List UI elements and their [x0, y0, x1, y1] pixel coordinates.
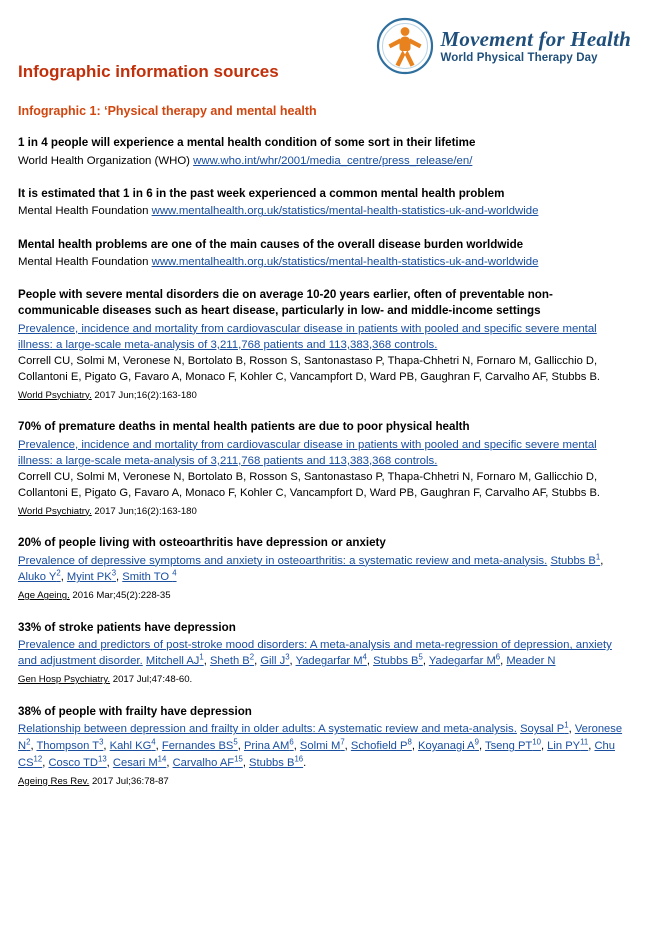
- journal-name: World Psychiatry.: [18, 389, 92, 401]
- source-entry: [18, 186, 627, 220]
- logo: [375, 16, 631, 76]
- journal-detail: 2017 Jul;36:78-87: [89, 775, 169, 787]
- source-entry: [18, 620, 627, 687]
- claim-text: People with severe mental disorders die on average 10-20 years earlier, often of preventable non-communicable diseases such as heart disease, particularly in low- and middle-income settings: [18, 288, 553, 318]
- source-entry: [18, 419, 627, 518]
- source-entry: [18, 237, 627, 271]
- claim-text: 20% of people living with osteoarthritis have depression or anxiety: [18, 535, 386, 549]
- journal-name: Ageing Res Rev.: [18, 775, 90, 787]
- claim-text: 38% of people with frailty have depression: [18, 704, 252, 718]
- section-title: Infographic 1: ‘Physical therapy and mental health: [18, 104, 317, 118]
- citation-link[interactable]: Prevalence, incidence and mortality from cardiovascular disease in patients with pooled and specific severe mental illness: a large-scale meta-analysis of 3,211,768 patients and 113,383,368 controls.: [18, 322, 597, 351]
- claim-text: Mental health problems are one of the main causes of the overall disease burden worldwide: [18, 237, 524, 251]
- source-entry: [18, 535, 627, 603]
- source-line: [18, 254, 627, 270]
- source-entry: [18, 287, 627, 402]
- citation-authors[interactable]: Stubbs $B^1$, Aluko $Y^2$, Myint $PK^3$, Smith TO $^4$: [18, 551, 604, 584]
- source-prefix: World Health Organization (WHO): [18, 154, 194, 167]
- citation-journal: [18, 505, 627, 518]
- source-line: [18, 203, 627, 219]
- claim-text: 33% of stroke patients have depression: [18, 620, 236, 634]
- claim-text: 70% of premature deaths in mental health patients are due to poor physical health: [18, 420, 470, 434]
- journal-detail: 2017 Jul;47:48-60.: [110, 674, 193, 686]
- journal-detail: 2017 Jun;16(2):163-180: [91, 505, 197, 517]
- journal-name: World Psychiatry.: [18, 505, 92, 517]
- source-link[interactable]: www.who.int/whr/2001/media_centre/press_release/en/: [193, 154, 473, 167]
- citation-link-line: [18, 321, 627, 353]
- journal-detail: 2017 Jun;16(2):163-180: [91, 389, 197, 401]
- citation-journal: [18, 673, 627, 686]
- citation-line: [18, 637, 627, 670]
- page-title: Infographic information sources: [18, 62, 279, 81]
- citation-authors[interactable]: Mitchell $AJ^1$, Sheth $B^2$, Gill $J^3$, Yadegarfar $M^4$, Stubbs $B^5$, Yadegarfar $M^6$, Meader N: [145, 652, 556, 668]
- person-in-circle-icon: [375, 16, 435, 76]
- citation-link[interactable]: Prevalence and predictors of post-stroke mood disorders: A meta-analysis and meta-regression of depression, anxiety and adjustment disorder.: [18, 639, 612, 668]
- source-line: [18, 153, 627, 169]
- citation-authors[interactable]: Soysal $P^1$, Veronese $N^2$, Thompson $T^3$, Kahl $KG^4$, Fernandes $BS^5$, Prina $AM^6$, Solmi $M^7$, Schofield $P^8$, Koyanagi $A^9$, Tseng PT$^{10}$, Lin PY$^{11}$, Chu CS$^{12}$, Cosco TD$^{13}$, Cesari $M^{14}$, Carvalho AF$^{15}$, Stubbs $B^{16}$.: [18, 720, 623, 769]
- source-entry: [18, 135, 627, 169]
- citation-link-line: [18, 437, 627, 469]
- citation-link[interactable]: Prevalence of depressive symptoms and anxiety in osteoarthritis: a systematic review and meta-analysis.: [18, 554, 548, 567]
- citation-link[interactable]: Prevalence, incidence and mortality from cardiovascular disease in patients with pooled and specific severe mental illness: a large-scale meta-analysis of 3,211,768 patients and 113,383,368 controls.: [18, 438, 597, 467]
- source-link[interactable]: www.mentalhealth.org.uk/statistics/mental-health-statistics-uk-and-worldwide: [151, 256, 539, 269]
- citation-journal: [18, 389, 627, 402]
- claim-text: 1 in 4 people will experience a mental health condition of some sort in their lifetime: [18, 136, 476, 149]
- citation-link[interactable]: Relationship between depression and frailty in older adults: A systematic review and meta-analysis.: [18, 723, 517, 736]
- citation-line: [18, 553, 627, 587]
- logo-title: Movement for Health: [440, 26, 631, 51]
- citation-authors: Correll CU, Solmi M, Veronese N, Bortolato B, Rosson S, Santonastaso P, Thapa-Chhetri N, Fornaro M, Gallicchio D, Collantoni E, Pigato G, Favaro A, Monaco F, Kohler C, Vancampfort D, Ward PB, Gaughran F, Carvalho AF, Stubbs B.: [18, 471, 601, 500]
- source-link[interactable]: www.mentalhealth.org.uk/statistics/mental-health-statistics-uk-and-worldwide: [151, 205, 539, 218]
- citation-line: [18, 721, 627, 771]
- source-prefix: Mental Health Foundation: [18, 205, 152, 218]
- journal-name: Age Ageing.: [18, 590, 70, 602]
- citation-journal: [18, 589, 627, 602]
- citation-journal: [18, 775, 627, 788]
- claim-text: It is estimated that 1 in 6 in the past week experienced a common mental health problem: [18, 186, 505, 200]
- journal-name: Gen Hosp Psychiatry.: [18, 674, 111, 686]
- logo-subtitle: World Physical Therapy Day: [440, 51, 598, 64]
- source-entry: [18, 704, 627, 788]
- journal-detail: 2016 Mar;45(2):228-35: [69, 590, 171, 602]
- citation-authors: Correll CU, Solmi M, Veronese N, Bortolato B, Rosson S, Santonastaso P, Thapa-Chhetri N, Fornaro M, Gallicchio D, Collantoni E, Pigato G, Favaro A, Monaco F, Kohler C, Vancampfort D, Ward PB, Gaughran F, Carvalho AF, Stubbs B.: [18, 355, 601, 384]
- source-prefix: Mental Health Foundation: [18, 256, 152, 269]
